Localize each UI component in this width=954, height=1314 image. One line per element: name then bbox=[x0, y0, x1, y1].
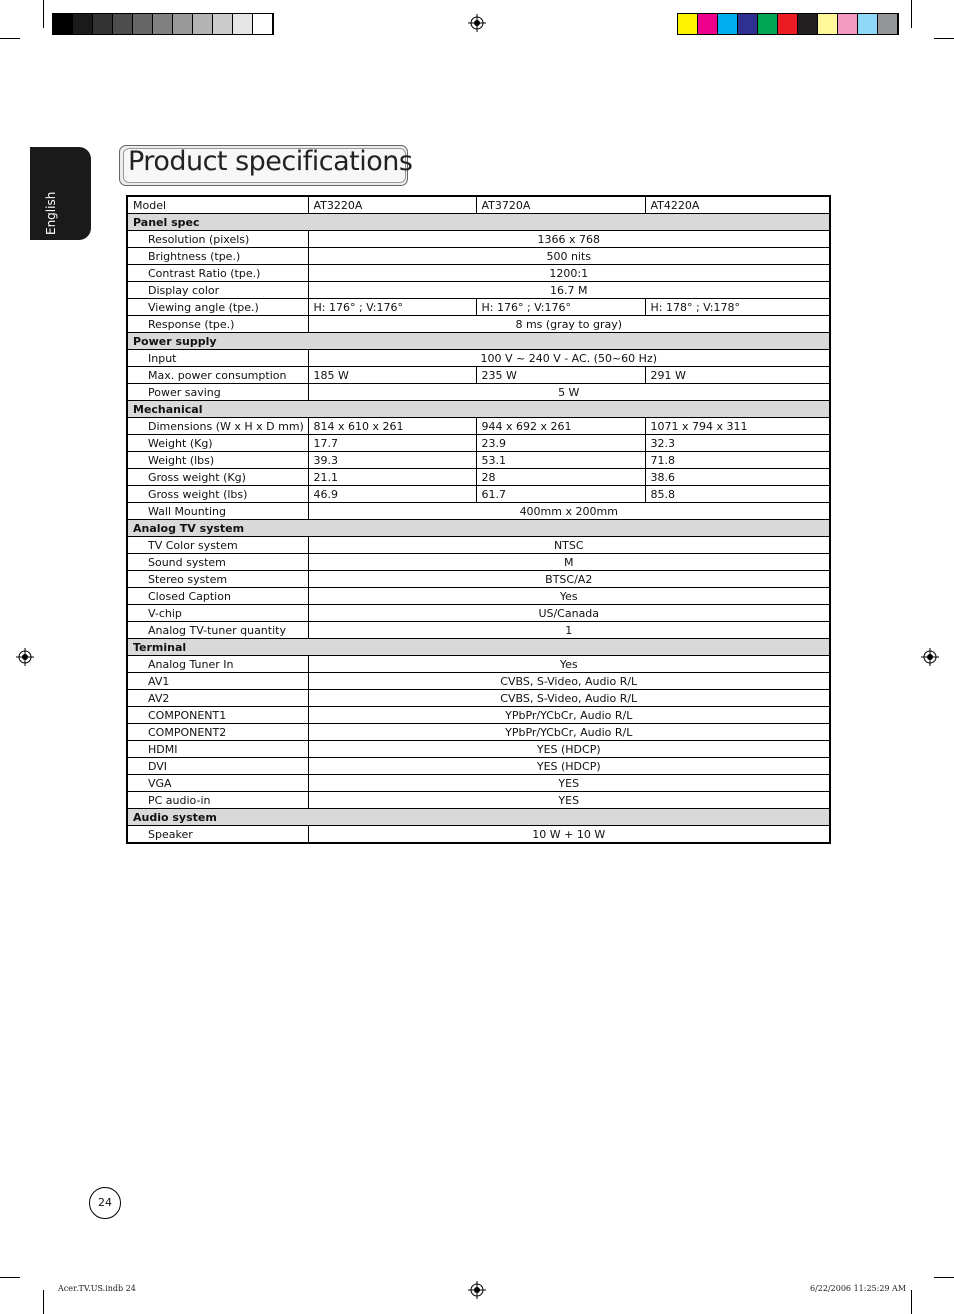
row-label: Sound system bbox=[127, 554, 308, 571]
crop-mark bbox=[911, 0, 912, 28]
row-label: Weight (Kg) bbox=[127, 435, 308, 452]
section-header bbox=[127, 214, 830, 231]
table-row bbox=[127, 656, 830, 673]
table-row bbox=[127, 265, 830, 282]
footer-timestamp: 6/22/2006 11:25:29 AM bbox=[810, 1284, 907, 1293]
row-value: 400mm x 200mm bbox=[308, 503, 830, 520]
table-header-row bbox=[127, 196, 830, 214]
row-label: HDMI bbox=[127, 741, 308, 758]
row-value: YES bbox=[308, 792, 830, 809]
row-value: 10 W + 10 W bbox=[308, 826, 830, 844]
row-label: Response (tpe.) bbox=[127, 316, 308, 333]
color-swatch bbox=[73, 14, 93, 34]
header-cell: AT3720A bbox=[476, 196, 645, 214]
row-value: 61.7 bbox=[476, 486, 645, 503]
row-value: Yes bbox=[308, 656, 830, 673]
row-value: H: 176° ; V:176° bbox=[308, 299, 476, 316]
color-swatch bbox=[113, 14, 133, 34]
color-swatch bbox=[698, 14, 718, 34]
color-swatch bbox=[173, 14, 193, 34]
table-row bbox=[127, 537, 830, 554]
table-row bbox=[127, 758, 830, 775]
row-label: DVI bbox=[127, 758, 308, 775]
row-value: YES bbox=[308, 775, 830, 792]
row-label: Max. power consumption bbox=[127, 367, 308, 384]
color-swatch bbox=[93, 14, 113, 34]
table-row bbox=[127, 571, 830, 588]
row-label: COMPONENT2 bbox=[127, 724, 308, 741]
row-label: Contrast Ratio (tpe.) bbox=[127, 265, 308, 282]
table-row bbox=[127, 588, 830, 605]
header-cell: AT3220A bbox=[308, 196, 476, 214]
row-value: 39.3 bbox=[308, 452, 476, 469]
table-row bbox=[127, 741, 830, 758]
section-header bbox=[127, 639, 830, 656]
table-row bbox=[127, 469, 830, 486]
table-row bbox=[127, 503, 830, 520]
table-row bbox=[127, 316, 830, 333]
registration-mark-icon bbox=[468, 14, 486, 32]
row-label: Weight (lbs) bbox=[127, 452, 308, 469]
crop-mark bbox=[934, 38, 954, 39]
color-swatch bbox=[818, 14, 838, 34]
row-label: Gross weight (lbs) bbox=[127, 486, 308, 503]
table-row bbox=[127, 418, 830, 435]
row-label: Display color bbox=[127, 282, 308, 299]
row-label: V-chip bbox=[127, 605, 308, 622]
table-row bbox=[127, 384, 830, 401]
row-label: Closed Caption bbox=[127, 588, 308, 605]
row-label: TV Color system bbox=[127, 537, 308, 554]
table-row bbox=[127, 435, 830, 452]
row-label: COMPONENT1 bbox=[127, 707, 308, 724]
table-row bbox=[127, 775, 830, 792]
section-title: Terminal bbox=[127, 639, 830, 656]
row-label: Dimensions (W x H x D mm) bbox=[127, 418, 308, 435]
color-swatch bbox=[253, 14, 273, 34]
row-value: 100 V ~ 240 V - AC. (50~60 Hz) bbox=[308, 350, 830, 367]
header-cell: Model bbox=[127, 196, 308, 214]
table-row bbox=[127, 792, 830, 809]
table-row bbox=[127, 622, 830, 639]
language-tab-label: English bbox=[44, 191, 58, 235]
row-value: 1366 x 768 bbox=[308, 231, 830, 248]
row-label: Speaker bbox=[127, 826, 308, 844]
crop-mark bbox=[0, 38, 20, 39]
table-row bbox=[127, 826, 830, 844]
registration-mark-icon bbox=[16, 648, 34, 666]
color-swatch bbox=[133, 14, 153, 34]
section-title: Panel spec bbox=[127, 214, 830, 231]
row-value: YES (HDCP) bbox=[308, 758, 830, 775]
footer-file-info: Acer.TV.US.indb 24 bbox=[58, 1284, 136, 1293]
row-value: 291 W bbox=[645, 367, 830, 384]
row-value: 8 ms (gray to gray) bbox=[308, 316, 830, 333]
table-row bbox=[127, 690, 830, 707]
row-value: 1200:1 bbox=[308, 265, 830, 282]
section-title: Mechanical bbox=[127, 401, 830, 418]
table-row bbox=[127, 231, 830, 248]
section-title: Analog TV system bbox=[127, 520, 830, 537]
row-label: Analog TV-tuner quantity bbox=[127, 622, 308, 639]
row-value: YPbPr/YCbCr, Audio R/L bbox=[308, 724, 830, 741]
row-value: YES (HDCP) bbox=[308, 741, 830, 758]
row-value: NTSC bbox=[308, 537, 830, 554]
table-row bbox=[127, 452, 830, 469]
color-swatch bbox=[798, 14, 818, 34]
color-swatch bbox=[678, 14, 698, 34]
color-swatch bbox=[718, 14, 738, 34]
crop-mark bbox=[0, 1277, 20, 1278]
language-tab bbox=[30, 147, 91, 240]
table-row bbox=[127, 605, 830, 622]
color-swatch bbox=[153, 14, 173, 34]
section-header bbox=[127, 809, 830, 826]
row-value: H: 176° ; V:176° bbox=[476, 299, 645, 316]
row-value: 46.9 bbox=[308, 486, 476, 503]
table-row bbox=[127, 554, 830, 571]
row-value: CVBS, S-Video, Audio R/L bbox=[308, 673, 830, 690]
table-row bbox=[127, 673, 830, 690]
row-value: 32.3 bbox=[645, 435, 830, 452]
gray-calibration-bar bbox=[52, 13, 274, 35]
table-row bbox=[127, 248, 830, 265]
color-swatch bbox=[193, 14, 213, 34]
row-value: 23.9 bbox=[476, 435, 645, 452]
row-label: VGA bbox=[127, 775, 308, 792]
row-label: Power saving bbox=[127, 384, 308, 401]
row-label: Stereo system bbox=[127, 571, 308, 588]
row-value: Yes bbox=[308, 588, 830, 605]
color-swatch bbox=[53, 14, 73, 34]
spec-table bbox=[126, 195, 831, 844]
row-value: 814 x 610 x 261 bbox=[308, 418, 476, 435]
page-number: 24 bbox=[89, 1187, 121, 1219]
row-value: 28 bbox=[476, 469, 645, 486]
table-row bbox=[127, 350, 830, 367]
section-title: Power supply bbox=[127, 333, 830, 350]
row-value: BTSC/A2 bbox=[308, 571, 830, 588]
color-swatch bbox=[858, 14, 878, 34]
row-label: AV2 bbox=[127, 690, 308, 707]
header-cell: AT4220A bbox=[645, 196, 830, 214]
row-value: YPbPr/YCbCr, Audio R/L bbox=[308, 707, 830, 724]
row-value: M bbox=[308, 554, 830, 571]
table-row bbox=[127, 486, 830, 503]
row-label: PC audio-in bbox=[127, 792, 308, 809]
table-row bbox=[127, 282, 830, 299]
row-label: Brightness (tpe.) bbox=[127, 248, 308, 265]
row-label: AV1 bbox=[127, 673, 308, 690]
row-label: Viewing angle (tpe.) bbox=[127, 299, 308, 316]
crop-mark bbox=[43, 0, 44, 28]
row-value: 185 W bbox=[308, 367, 476, 384]
row-value: 1 bbox=[308, 622, 830, 639]
table-row bbox=[127, 707, 830, 724]
section-title: Audio system bbox=[127, 809, 830, 826]
row-value: 500 nits bbox=[308, 248, 830, 265]
row-label: Wall Mounting bbox=[127, 503, 308, 520]
row-value: 17.7 bbox=[308, 435, 476, 452]
table-row bbox=[127, 367, 830, 384]
row-value: H: 178° ; V:178° bbox=[645, 299, 830, 316]
row-value: US/Canada bbox=[308, 605, 830, 622]
row-value: 38.6 bbox=[645, 469, 830, 486]
row-label: Input bbox=[127, 350, 308, 367]
row-value: 53.1 bbox=[476, 452, 645, 469]
color-swatch bbox=[758, 14, 778, 34]
color-swatch bbox=[233, 14, 253, 34]
color-calibration-bar bbox=[677, 13, 899, 35]
section-header bbox=[127, 401, 830, 418]
registration-mark-icon bbox=[468, 1281, 486, 1299]
table-row bbox=[127, 299, 830, 316]
color-swatch bbox=[878, 14, 898, 34]
crop-mark bbox=[934, 1277, 954, 1278]
row-value: 71.8 bbox=[645, 452, 830, 469]
color-swatch bbox=[778, 14, 798, 34]
row-label: Resolution (pixels) bbox=[127, 231, 308, 248]
row-value: 5 W bbox=[308, 384, 830, 401]
color-swatch bbox=[838, 14, 858, 34]
row-value: 235 W bbox=[476, 367, 645, 384]
page-title: Product specifications bbox=[128, 146, 413, 177]
color-swatch bbox=[738, 14, 758, 34]
color-swatch bbox=[213, 14, 233, 34]
section-header bbox=[127, 520, 830, 537]
crop-mark bbox=[43, 1290, 44, 1314]
row-value: 1071 x 794 x 311 bbox=[645, 418, 830, 435]
row-value: 944 x 692 x 261 bbox=[476, 418, 645, 435]
row-value: 85.8 bbox=[645, 486, 830, 503]
row-label: Gross weight (Kg) bbox=[127, 469, 308, 486]
registration-mark-icon bbox=[921, 648, 939, 666]
crop-mark bbox=[911, 1290, 912, 1314]
section-header bbox=[127, 333, 830, 350]
row-label: Analog Tuner In bbox=[127, 656, 308, 673]
row-value: 16.7 M bbox=[308, 282, 830, 299]
row-value: CVBS, S-Video, Audio R/L bbox=[308, 690, 830, 707]
table-row bbox=[127, 724, 830, 741]
row-value: 21.1 bbox=[308, 469, 476, 486]
